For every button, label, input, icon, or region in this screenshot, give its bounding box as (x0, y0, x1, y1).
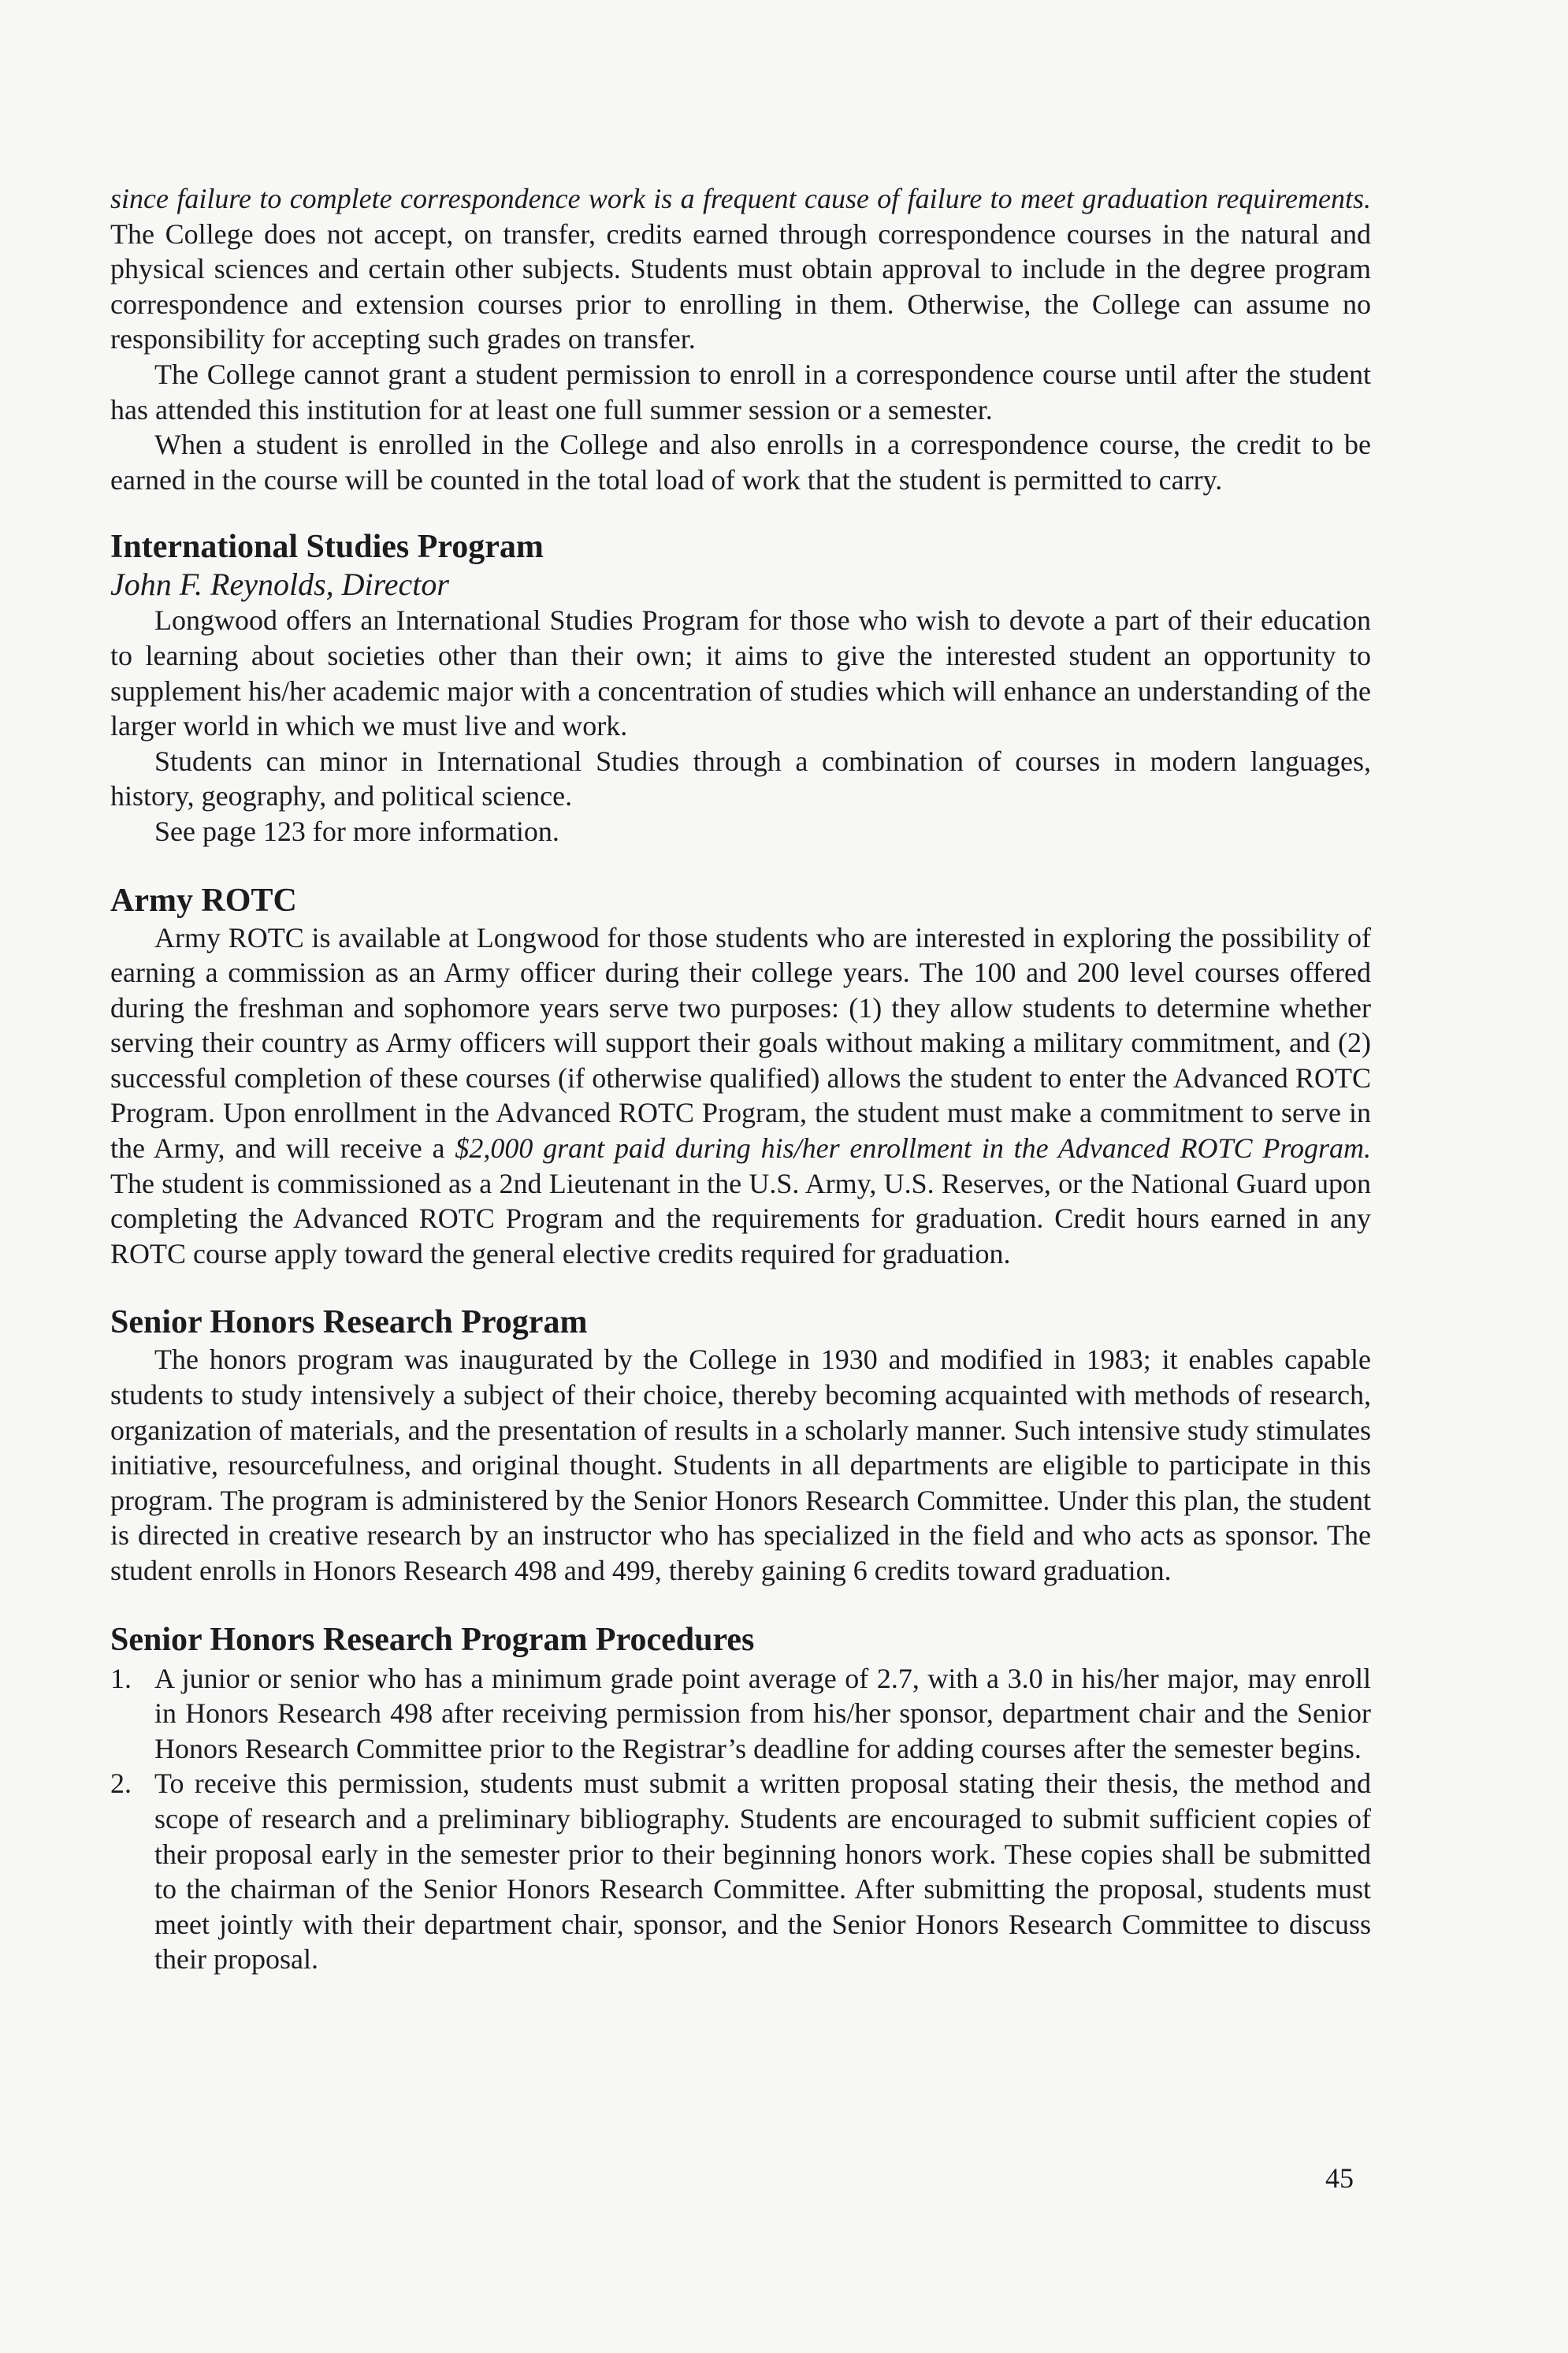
senior-honors-heading: Senior Honors Research Program (110, 1304, 588, 1341)
procedure-item-number: 1. (110, 1662, 132, 1694)
international-studies-director: John F. Reynolds, Director (110, 567, 449, 603)
correspondence-permission-paragraph: The College cannot grant a student permission to enroll in a correspondence course until after the student has attended this institution for at least one full summer session or a semester. (110, 358, 1371, 426)
army-rotc-heading: Army ROTC (110, 882, 297, 919)
correspondence-load-paragraph: When a student is enrolled in the College and also enrolls in a correspondence course, the credit to be earned in the course will be counted in the total load of work that the student is permitted to carry. (110, 429, 1371, 496)
international-studies-heading: International Studies Program (110, 529, 544, 566)
procedure-item (110, 1661, 1371, 1767)
army-rotc-section (110, 881, 1371, 1272)
procedures-list (110, 1661, 1371, 1977)
procedure-item (110, 1766, 1371, 1977)
international-studies-paragraph-2: Students can minor in International Studies through a combination of courses in modern languages, history, geography, and political science. (110, 745, 1371, 812)
international-studies-paragraph-1: Longwood offers an International Studies Program for those who wish to devote a part of their education to learning about societies other than their own; it aims to give the interested student an opportunity to supplement his/her academic major with a concentration of studies which will enhance an understanding of the larger world in which we must live and work. (110, 604, 1371, 742)
procedure-item-text: To receive this permission, students must submit a written proposal stating their thesis, the method and scope of research and a preliminary bibliography. Students are encouraged to submit sufficient copies of their proposal early in the semester prior to their beginning honors work. These copies shall be submitted to the chairman of the Senior Honors Research Committee. After submitting the proposal, students must meet jointly with their department chair, sponsor, and the Senior Honors Research Committee to discuss their proposal. (154, 1768, 1371, 1976)
international-studies-section (110, 527, 1371, 849)
page-number: 45 (1325, 2162, 1354, 2194)
procedures-section (110, 1620, 1371, 1977)
army-rotc-text-start: Army ROTC is available at Longwood for those students who are interested in exploring the possibility of earning a commission as an Army officer during their college years. The 100 and 200 level courses offered during the freshman and sophomore years serve two purposes: (1) they allow students to determine whether serving their country as Army officers will support their goals without making a military commitment, and (2) successful completion of these courses (if otherwise qualified) allows the student to enter the Advanced ROTC Program. Upon enrollment in the Advanced ROTC Program, the student must make a commitment to serve in the Army, and will receive a (110, 921, 1371, 1165)
procedure-item-text: A junior or senior who has a minimum grade point average of 2.7, with a 3.0 in his/her major, may enroll in Honors Research 498 after receiving permission from his/her sponsor, department chair and the Senior Honors Research Committee prior to the Registrar’s deadline for adding courses after the semester begins. (154, 1662, 1371, 1764)
intro-rest: The College does not accept, on transfer, credits earned through correspondence courses in the natural and physical sciences and certain other subjects. Students must obtain approval to include in the degree program correspondence and extension courses prior to enrolling in them. Otherwise, the College can assume no responsibility for accepting such grades on transfer. (110, 217, 1371, 355)
army-rotc-text-end: The student is commissioned as a 2nd Lieutenant in the U.S. Army, U.S. Reserves, or the National Guard upon completing the Advanced ROTC Program and the requirements for graduation. Credit hours earned in any ROTC course apply toward the general elective credits required for graduation. (110, 1167, 1371, 1269)
senior-honors-paragraph: The honors program was inaugurated by the College in 1930 and modified in 1983; it enables capable students to study intensively a subject of their choice, thereby becoming acquainted with methods of research, organization of materials, and the presentation of results in a scholarly manner. Such intensive study stimulates initiative, resourcefulness, and original thought. Students in all departments are eligible to participate in this program. The program is administered by the Senior Honors Research Committee. Under this plan, the student is directed in creative research by an instructor who has specialized in the field and who acts as sponsor. The student enrolls in Honors Research 498 and 499, thereby gaining 6 credits toward graduation. (110, 1344, 1371, 1586)
army-rotc-grant-text: $2,000 grant paid during his/her enrollment in the Advanced ROTC Program. (455, 1132, 1371, 1165)
page-body (110, 181, 1371, 1977)
intro-paragraph (110, 181, 1371, 357)
procedures-heading: Senior Honors Research Program Procedures (110, 1621, 755, 1658)
international-studies-paragraph-3: See page 123 for more information. (154, 815, 559, 847)
intro-italic-lead: since failure to complete correspondence work is a frequent cause of failure to meet graduation requirements. (110, 183, 1371, 214)
army-rotc-paragraph (110, 920, 1371, 1272)
procedure-item-number: 2. (110, 1768, 132, 1800)
senior-honors-section (110, 1303, 1371, 1588)
